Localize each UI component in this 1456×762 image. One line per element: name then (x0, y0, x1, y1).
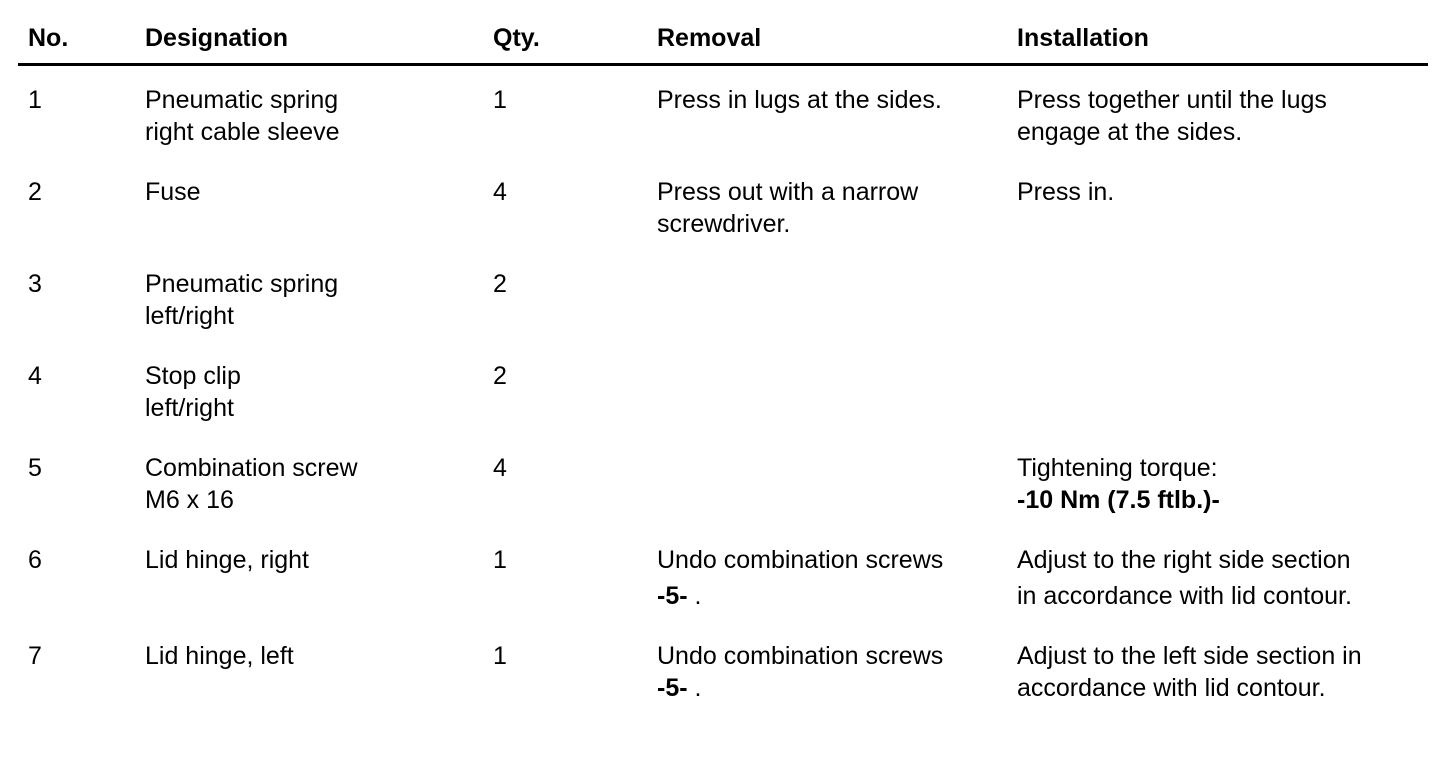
row-6-installation-line-2: in accordance with lid contour. (1017, 582, 1352, 610)
row-2-removal (657, 176, 918, 240)
row-7-designation-line-1: Lid hinge, left (145, 642, 294, 670)
row-4-qty: 2 (493, 362, 507, 390)
row-2-designation-line-1: Fuse (145, 178, 201, 206)
row-6-removal-ref-suffix: . (687, 582, 702, 610)
header-qty: Qty. (493, 24, 540, 52)
header-removal: Removal (657, 24, 762, 52)
row-6-removal-line-1: Undo combination screws (657, 546, 944, 574)
row-5-designation-line-1: Combination screw (145, 454, 358, 482)
row-1-designation (145, 84, 340, 148)
row-2-designation (145, 176, 201, 208)
row-6-designation-line-1: Lid hinge, right (145, 546, 310, 574)
row-1-no: 1 (28, 86, 42, 114)
row-3-no: 3 (28, 270, 42, 298)
row-2-removal-line-2: screwdriver. (657, 210, 791, 238)
row-2-installation (1017, 176, 1114, 208)
row-4-designation (145, 360, 241, 424)
row-7-installation-line-1: Adjust to the left side section in (1017, 642, 1362, 670)
row-4-designation-line-1: Stop clip (145, 362, 241, 390)
row-7-no: 7 (28, 642, 42, 670)
header-designation: Designation (145, 24, 289, 52)
row-1-installation-line-2: engage at the sides. (1017, 118, 1243, 146)
row-1-removal-line-1: Press in lugs at the sides. (657, 86, 942, 114)
row-5-qty: 4 (493, 454, 507, 482)
row-3-designation-line-1: Pneumatic spring (145, 270, 339, 298)
row-7-installation-line-2: accordance with lid contour. (1017, 674, 1326, 702)
row-6-no: 6 (28, 546, 42, 574)
row-6-qty: 1 (493, 546, 507, 574)
row-7-removal-ref-suffix: . (687, 674, 702, 702)
row-3-qty: 2 (493, 270, 507, 298)
row-5-no: 5 (28, 454, 42, 482)
header-no: No. (28, 24, 69, 52)
row-2-removal-line-1: Press out with a narrow (657, 178, 919, 206)
row-5-installation (1017, 452, 1220, 516)
row-6-removal-line-2 (657, 580, 943, 612)
row-1-installation (1017, 84, 1327, 148)
row-1-removal (657, 84, 942, 116)
row-1-designation-line-1: Pneumatic spring (145, 86, 339, 114)
row-2-qty: 4 (493, 178, 507, 206)
row-7-installation (1017, 640, 1362, 704)
row-7-removal-line-1: Undo combination screws (657, 642, 944, 670)
header-installation: Installation (1017, 24, 1149, 52)
row-6-installation (1017, 544, 1352, 612)
row-6-removal (657, 544, 943, 612)
row-7-removal-line-2 (657, 672, 943, 704)
row-5-designation-line-2: M6 x 16 (145, 486, 234, 514)
row-4-designation-line-2: left/right (145, 394, 234, 422)
row-7-qty: 1 (493, 642, 507, 670)
row-6-designation (145, 544, 309, 576)
row-3-designation (145, 268, 338, 332)
row-5-torque-value: -10 Nm (7.5 ftlb.)- (1017, 486, 1220, 514)
row-6-installation-line-1: Adjust to the right side section (1017, 546, 1351, 574)
row-1-installation-line-1: Press together until the lugs (1017, 86, 1327, 114)
row-5-installation-line-1: Tightening torque: (1017, 454, 1218, 482)
row-5-designation (145, 452, 358, 516)
row-3-designation-line-2: left/right (145, 302, 234, 330)
row-1-designation-line-2: right cable sleeve (145, 118, 340, 146)
row-7-removal-ref: -5- (657, 674, 688, 702)
row-1-qty: 1 (493, 86, 507, 114)
row-7-removal (657, 640, 943, 704)
row-2-no: 2 (28, 178, 42, 206)
row-6-removal-ref: -5- (657, 582, 688, 610)
row-4-no: 4 (28, 362, 42, 390)
header-rule (18, 63, 1428, 66)
row-7-designation (145, 640, 294, 672)
row-2-installation-line-1: Press in. (1017, 178, 1115, 206)
